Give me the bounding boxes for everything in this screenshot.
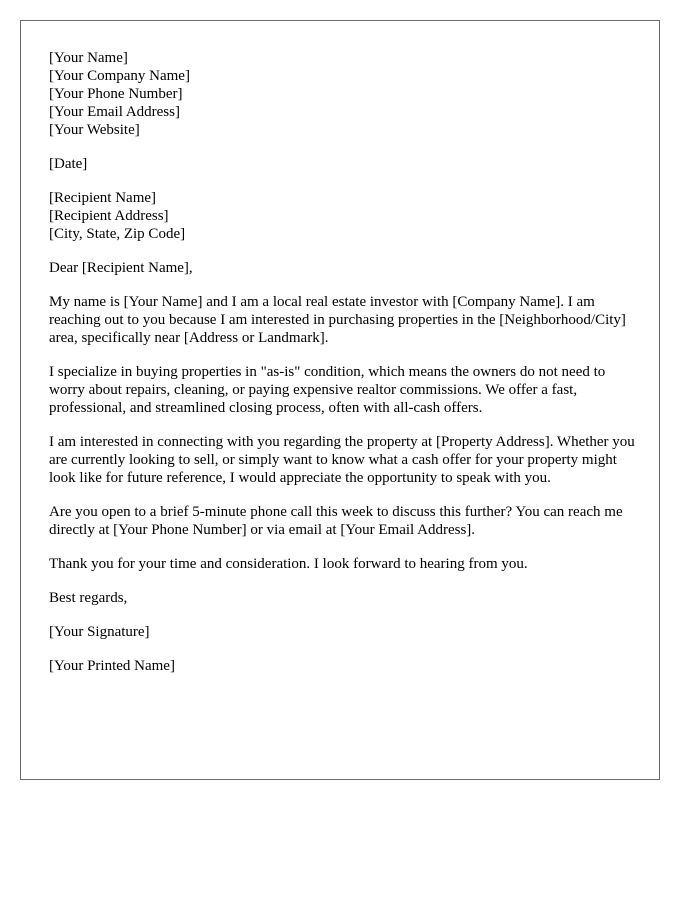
recipient-address: [Recipient Address] [49,208,169,224]
recipient-name: [Recipient Name] [49,190,157,206]
sender-email: [Your Email Address] [49,104,180,120]
letter-body [49,49,639,691]
letter-date: [Date] [49,156,88,172]
salutation: Dear [Recipient Name], [49,260,193,276]
sender-website: [Your Website] [49,122,140,138]
closing: Best regards, [49,590,128,606]
paragraph-call-to-action: Are you open to a brief 5-minute phone call this week to discuss this further? You can reach me directly at [Your Phone Number] or via email at [Your Email Address]. [49,504,623,538]
sender-name: [Your Name] [49,50,128,66]
printed-name: [Your Printed Name] [49,658,175,674]
sender-block [49,49,639,139]
paragraph-property-interest: I am interested in connecting with you regarding the property at [Property Address]. Whether you are currently looking to sell, or simply want to know what a cash offer for your property might look like for future reference, I would appreciate the opportunity to speak with you. [49,434,635,486]
recipient-city-state-zip: [City, State, Zip Code] [49,226,186,242]
date-block [49,155,639,173]
recipient-block [49,189,639,243]
sender-company: [Your Company Name] [49,68,190,84]
signature: [Your Signature] [49,624,150,640]
paragraph-intro: My name is [Your Name] and I am a local real estate investor with [Company Name]. I am reaching out to you because I am interested in purchasing properties in the [Neighborhood/City] area, specifically near [Address or Landmark]. [49,294,626,346]
paragraph-specialization: I specialize in buying properties in "as-is" condition, which means the owners do not need to worry about repairs, cleaning, or paying expensive realtor commissions. We offer a fast, professional, and streamlined closing process, often with all-cash offers. [49,364,606,416]
sender-phone: [Your Phone Number] [49,86,183,102]
paragraph-thank-you: Thank you for your time and consideration. I look forward to hearing from you. [49,556,528,572]
